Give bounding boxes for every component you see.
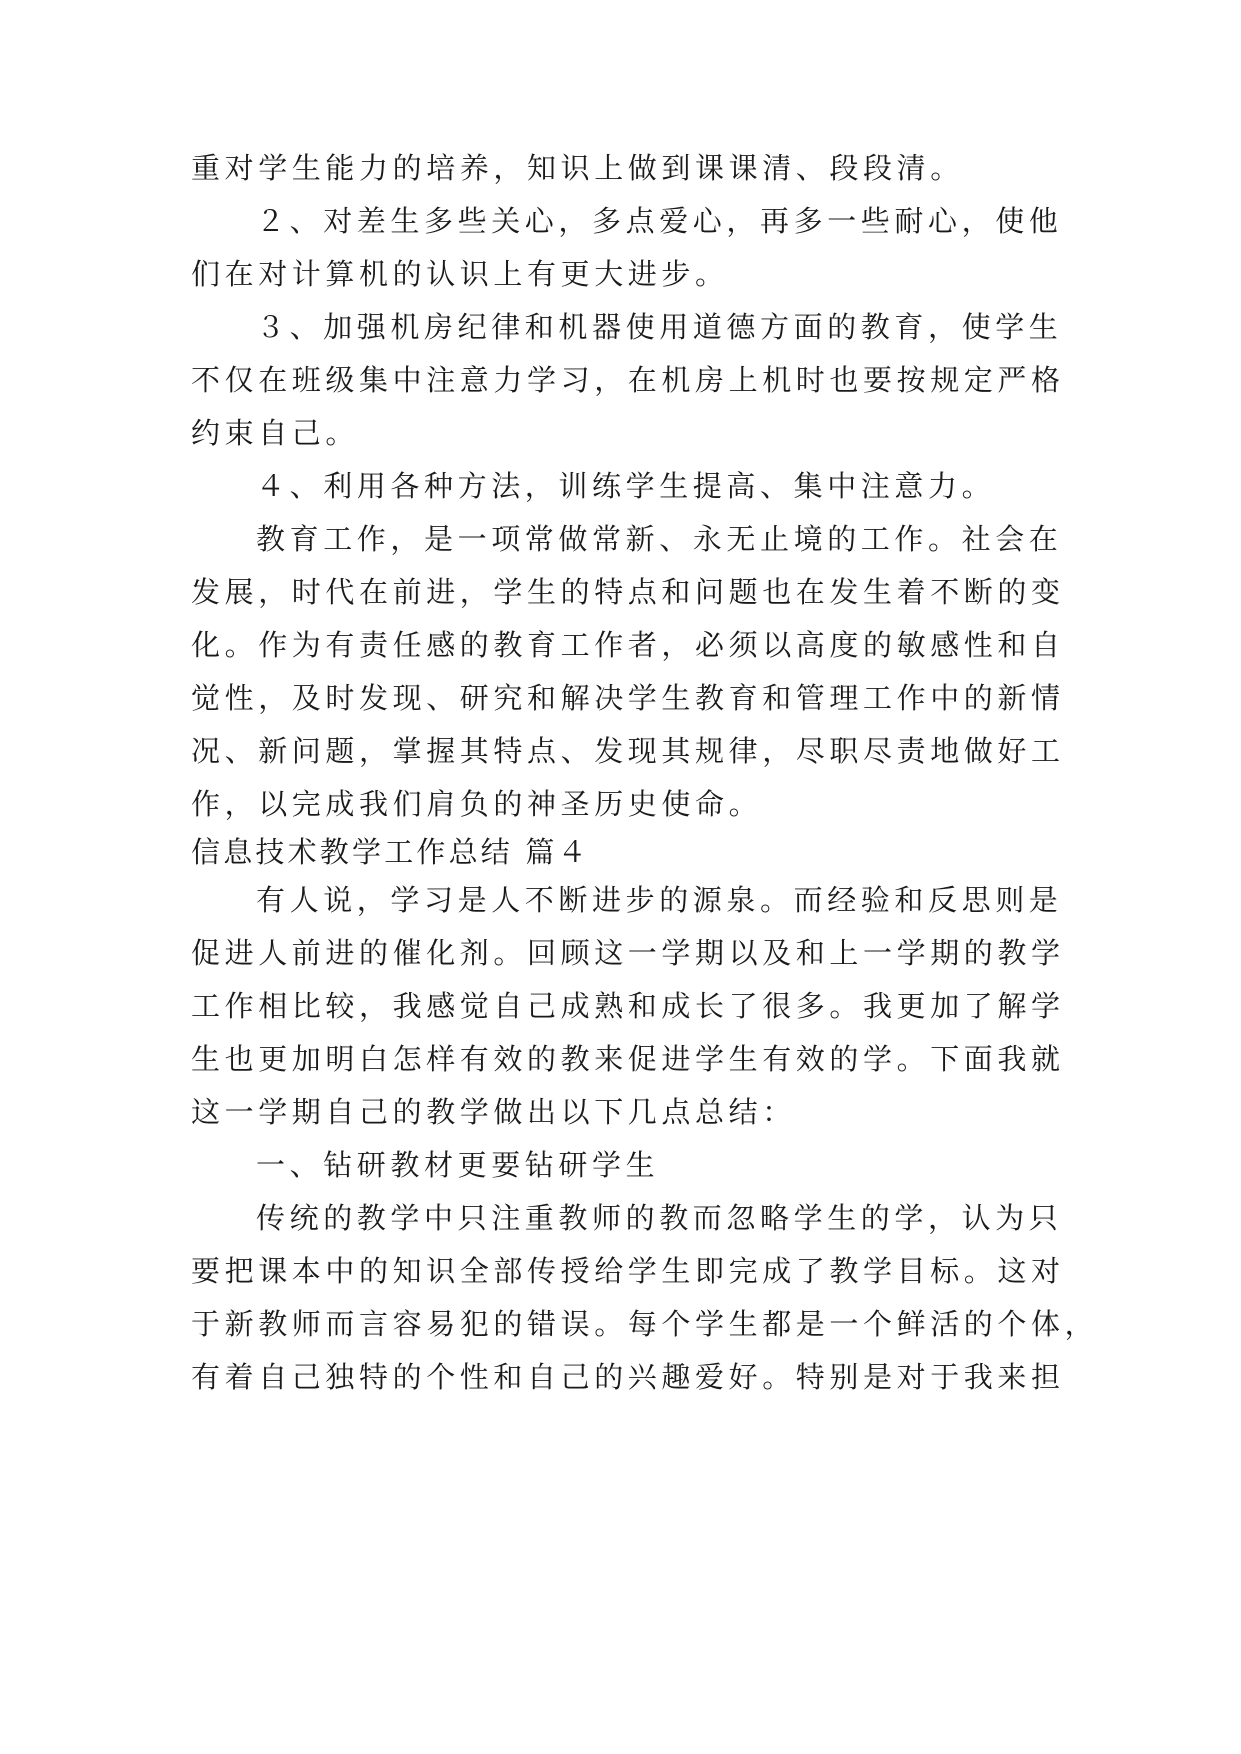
paragraph-line: 生也更加明白怎样有效的教来促进学生有效的学。下面我就 [191,1042,1065,1076]
paragraph-line: 传统的教学中只注重教师的教而忽略学生的学，认为只 [256,1201,1063,1235]
list-item-3-line: ３、加强机房纪律和机器使用道德方面的教育，使学生 [256,310,1063,344]
paragraph-line: 教育工作，是一项常做常新、永无止境的工作。社会在 [256,522,1063,556]
paragraph-line: 重对学生能力的培养，知识上做到课课清、段段清。 [191,151,964,185]
paragraph-line: 促进人前进的催化剂。回顾这一学期以及和上一学期的教学 [191,936,1065,970]
list-item-3-line: 不仅在班级集中注意力学习，在机房上机时也要按规定严格 [191,363,1065,397]
paragraph-line: 这一学期自己的教学做出以下几点总结： [191,1095,796,1129]
paragraph-line: 要把课本中的知识全部传授给学生即完成了教学目标。这对 [191,1254,1065,1288]
list-item-2-line: ２、对差生多些关心，多点爱心，再多一些耐心，使他 [256,204,1063,238]
paragraph-line: 况、新问题，掌握其特点、发现其规律，尽职尽责地做好工 [191,734,1065,768]
paragraph-line: 觉性，及时发现、研究和解决学生教育和管理工作中的新情 [191,681,1065,715]
subheading: 一、钻研教材更要钻研学生 [256,1148,660,1182]
paragraph-line: 发展，时代在前进，学生的特点和问题也在发生着不断的变 [191,575,1065,609]
paragraph-line: 作，以完成我们肩负的神圣历史使命。 [191,787,763,821]
section-heading: 信息技术教学工作总结 篇４ [191,835,590,869]
list-item-4-line: ４、利用各种方法，训练学生提高、集中注意力。 [256,469,996,503]
paragraph-line: 有人说，学习是人不断进步的源泉。而经验和反思则是 [256,883,1063,917]
paragraph-line: 化。作为有责任感的教育工作者，必须以高度的敏感性和自 [191,628,1065,662]
paragraph-line: 于新教师而言容易犯的错误。每个学生都是一个鲜活的个体， [191,1307,1099,1341]
paragraph-line: 工作相比较，我感觉自己成熟和成长了很多。我更加了解学 [191,989,1065,1023]
list-item-2-line: 们在对计算机的认识上有更大进步。 [191,257,729,291]
paragraph-line: 有着自己独特的个性和自己的兴趣爱好。特别是对于我来担 [191,1360,1065,1394]
list-item-3-line: 约束自己。 [191,416,360,450]
